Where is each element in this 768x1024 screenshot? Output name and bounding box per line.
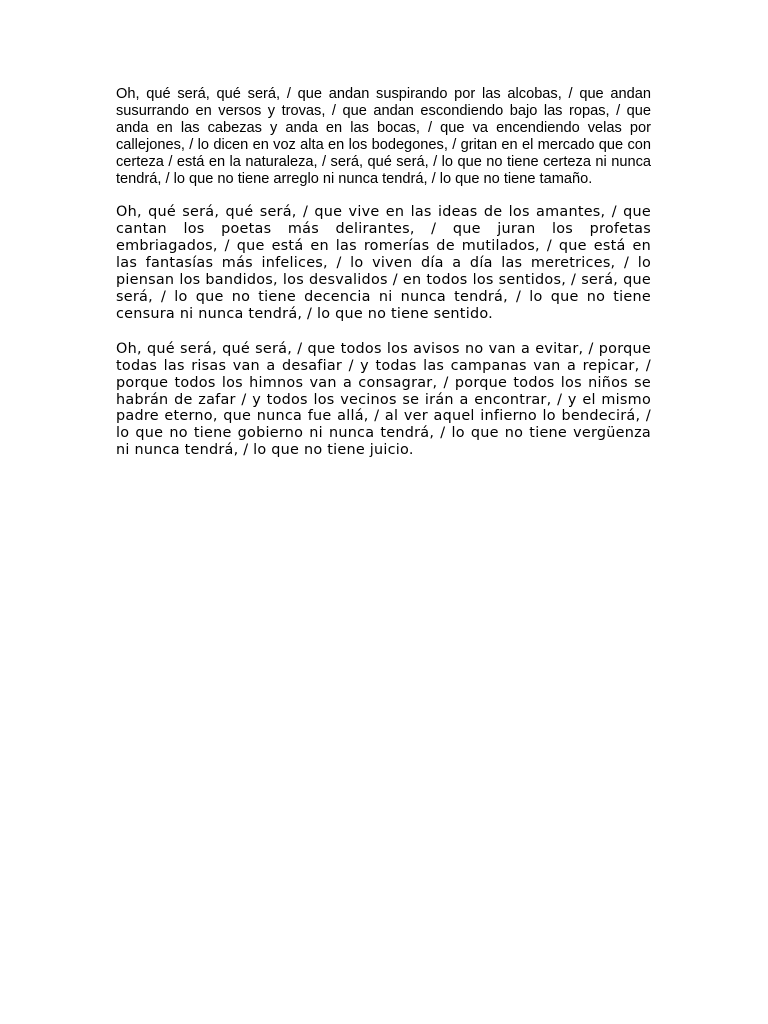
lyrics-text-block <box>116 86 651 459</box>
paragraph-2: Oh, qué será, qué será, / que vive en las ideas de los amantes, / que cantan los poetas más delirantes, / que juran los profetas embriagados, / que está en las romerías de mutilados, / que está en las fantasías más infelices, / lo viven día a día las meretrices, / lo piensan los bandidos, los desvalidos / en todos los sentidos, / será, que será, / lo que no tiene decencia ni nunca tendrá, / lo que no tiene censura ni nunca tendrá, / lo que no tiene sentido. <box>116 204 651 322</box>
paragraph-1: Oh, qué será, qué será, / que andan suspirando por las alcobas, / que andan susurrando en versos y trovas, / que andan escondiendo bajo las ropas, / que anda en las cabezas y anda en las bocas, / que va encendiendo velas por callejones, / lo dicen en voz alta en los bodegones, / gritan en el mercado que con certeza / está en la naturaleza, / será, qué será, / lo que no tiene certeza ni nunca tendrá, / lo que no tiene arreglo ni nunca tendrá, / lo que no tiene tamaño. <box>116 86 651 187</box>
paragraph-3: Oh, qué será, qué será, / que todos los avisos no van a evitar, / porque todas las risas van a desafiar / y todas las campanas van a repicar, / porque todos los himnos van a consagrar, / porque todos los niños se habrán de zafar / y todos los vecinos se irán a encontrar, / y el mismo padre eterno, que nunca fue allá, / al ver aquel infierno lo bendecirá, / lo que no tiene gobierno ni nunca tendrá, / lo que no tiene vergüenza ni nunca tendrá, / lo que no tiene juicio. <box>116 340 651 459</box>
